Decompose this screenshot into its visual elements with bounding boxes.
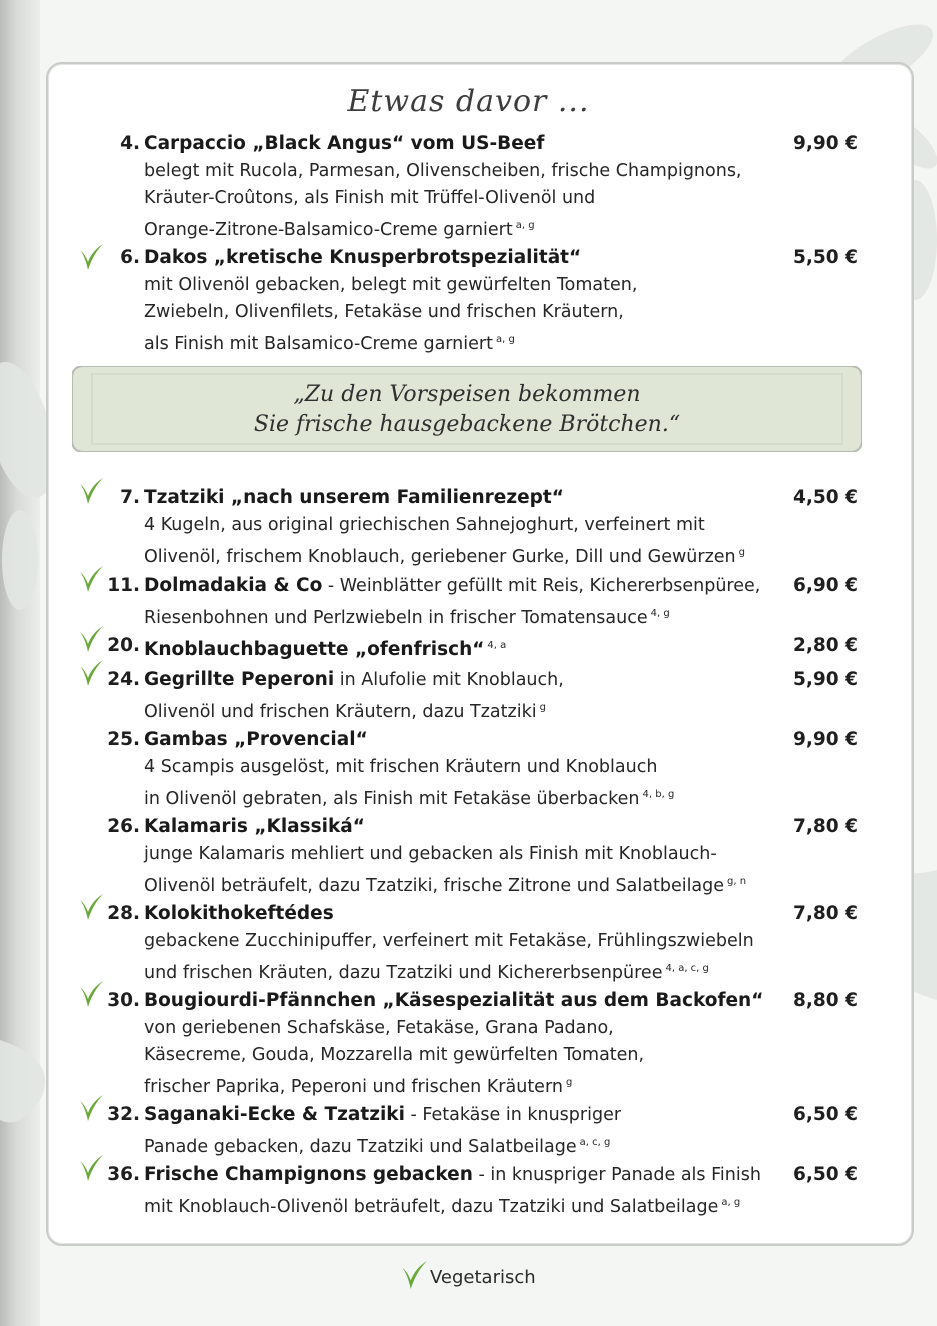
item-price: 6,90 € <box>793 575 858 596</box>
item-number: 32. <box>107 1104 140 1125</box>
item-number: 30. <box>107 990 140 1011</box>
item-allergens: g <box>565 1077 573 1088</box>
item-price: 4,50 € <box>793 487 858 508</box>
item-desc-line: Riesenbohnen und Perlzwiebeln in frischer Tomatensauce <box>144 608 648 628</box>
item-number: 26. <box>107 816 140 837</box>
item-number: 11. <box>107 575 140 596</box>
item-name: Knoblauchbaguette „ofenfrisch“ <box>144 639 485 660</box>
item-allergens: 4, b, g <box>642 789 675 800</box>
item-number: 25. <box>107 729 140 750</box>
item-desc-line: gebackene Zucchinipuffer, verfeinert mit Fetakäse, Frühlingszwiebeln <box>144 931 754 951</box>
item-price: 5,90 € <box>793 669 858 690</box>
item-desc-line: Olivenöl, frischem Knoblauch, geriebener Gurke, Dill und Gewürzen <box>144 547 736 567</box>
item-price: 7,80 € <box>793 903 858 924</box>
item-inline-desc: in Alufolie mit Knoblauch, <box>334 670 564 690</box>
item-desc-line: Orange-Zitrone-Balsamico-Creme garniert <box>144 220 513 240</box>
item-name: Dakos „kretische Knusperbrotspezialität“ <box>144 247 582 268</box>
item-desc-line: 4 Kugeln, aus original griechischen Sahnejoghurt, verfeinert mit <box>144 515 705 535</box>
item-desc-line: als Finish mit Balsamico-Creme garniert <box>144 334 493 354</box>
item-allergens: 4, a, c, g <box>665 963 709 974</box>
item-name: Gambas „Provencial“ <box>144 729 368 750</box>
item-text <box>144 726 774 813</box>
item-allergens: a, g <box>515 220 535 231</box>
item-name: Kolokithokeftédes <box>144 903 334 924</box>
item-name: Frische Champignons gebacken <box>144 1164 473 1185</box>
item-text <box>144 632 774 664</box>
item-allergens: 4, g <box>650 608 670 619</box>
item-price: 2,80 € <box>793 635 858 656</box>
item-number: 4. <box>120 133 140 154</box>
item-name: Tzatziki „nach unserem Familienrezept“ <box>144 487 564 508</box>
item-number: 6. <box>120 247 140 268</box>
item-number: 28. <box>107 903 140 924</box>
item-name: Carpaccio „Black Angus“ vom US-Beef <box>144 133 545 154</box>
item-desc-line: Olivenöl beträufelt, dazu Tzatziki, frische Zitrone und Salatbeilage <box>144 876 725 896</box>
item-desc-line: frischer Paprika, Peperoni und frischen Kräutern <box>144 1077 563 1097</box>
item-desc-line: mit Knoblauch-Olivenöl beträufelt, dazu Tzatziki und Salatbeilage <box>144 1197 719 1217</box>
item-price: 6,50 € <box>793 1104 858 1125</box>
item-desc-line: mit Olivenöl gebacken, belegt mit gewürfelten Tomaten, <box>144 275 638 295</box>
item-text <box>144 666 774 726</box>
section-title: Etwas davor ... <box>347 84 590 119</box>
item-price: 9,90 € <box>793 729 858 750</box>
item-name: Bougiourdi-Pfännchen „Käsespezialität aus dem Backofen“ <box>144 990 764 1011</box>
item-desc-line: Zwiebeln, Olivenfilets, Fetakäse und frischen Kräutern, <box>144 302 624 322</box>
banner-line-1: „Zu den Vorspeisen bekommen <box>293 382 641 407</box>
item-price: 6,50 € <box>793 1164 858 1185</box>
item-desc-line: und frischen Kräuten, dazu Tzatziki und Kichererbsenpüree <box>144 963 663 983</box>
banner-line-2: Sie frische hausgebackene Brötchen.“ <box>253 412 681 437</box>
item-number: 20. <box>107 635 140 656</box>
item-price: 7,80 € <box>793 816 858 837</box>
item-desc-line: Panade gebacken, dazu Tzatziki und Salatbeilage <box>144 1137 577 1157</box>
item-price: 9,90 € <box>793 133 858 154</box>
item-inline-desc: - Weinblätter gefüllt mit Reis, Kichererbsenpüree, <box>322 576 761 596</box>
item-desc-line: von geriebenen Schafskäse, Fetakäse, Grana Padano, <box>144 1018 614 1038</box>
item-text <box>144 130 774 244</box>
item-price: 8,80 € <box>793 990 858 1011</box>
item-text <box>144 244 774 358</box>
item-text <box>144 1161 774 1221</box>
item-desc-line: belegt mit Rucola, Parmesan, Olivenscheiben, frische Champignons, <box>144 161 742 181</box>
item-number: 24. <box>107 669 140 690</box>
item-desc-line: junge Kalamaris mehliert und gebacken als Finish mit Knoblauch- <box>144 844 717 864</box>
vegetarian-legend <box>400 1258 560 1294</box>
legend-label: Vegetarisch <box>430 1267 536 1288</box>
item-price: 5,50 € <box>793 247 858 268</box>
item-allergens: a, g <box>495 334 515 345</box>
item-inline-desc: - in knuspriger Panade als Finish <box>472 1165 761 1185</box>
item-text <box>144 484 774 571</box>
item-desc-line: in Olivenöl gebraten, als Finish mit Fetakäse überbacken <box>144 789 640 809</box>
item-number: 36. <box>107 1164 140 1185</box>
page-binding-strip <box>0 0 40 1326</box>
item-desc-line: 4 Scampis ausgelöst, mit frischen Kräutern und Knoblauch <box>144 757 658 777</box>
item-number: 7. <box>120 487 140 508</box>
item-text <box>144 572 774 632</box>
banner-text <box>72 380 862 440</box>
item-allergens: g <box>539 702 546 713</box>
item-name: Saganaki-Ecke & Tzatziki <box>144 1104 405 1125</box>
item-allergens: a, c, g <box>579 1137 611 1148</box>
item-text <box>144 813 774 900</box>
item-text <box>144 1101 774 1161</box>
item-name: Dolmadakia & Co <box>144 575 323 596</box>
item-allergens: a, g <box>721 1197 741 1208</box>
vegetarian-v-icon <box>400 1258 428 1292</box>
item-name: Kalamaris „Klassiká“ <box>144 816 365 837</box>
item-inline-desc: - Fetakäse in knuspriger <box>404 1105 622 1125</box>
item-allergens: g, n <box>727 876 747 887</box>
item-allergens: g <box>738 547 745 558</box>
item-desc-line: Kräuter-Croûtons, als Finish mit Trüffel-Olivenöl und <box>144 188 596 208</box>
item-allergens: 4, a <box>487 640 507 651</box>
item-desc-line: Käsecreme, Gouda, Mozzarella mit gewürfelten Tomaten, <box>144 1045 645 1065</box>
item-text <box>144 987 774 1101</box>
item-text <box>144 900 774 987</box>
item-name: Gegrillte Peperoni <box>144 669 335 690</box>
item-desc-line: Olivenöl und frischen Kräutern, dazu Tzatziki <box>144 702 537 722</box>
